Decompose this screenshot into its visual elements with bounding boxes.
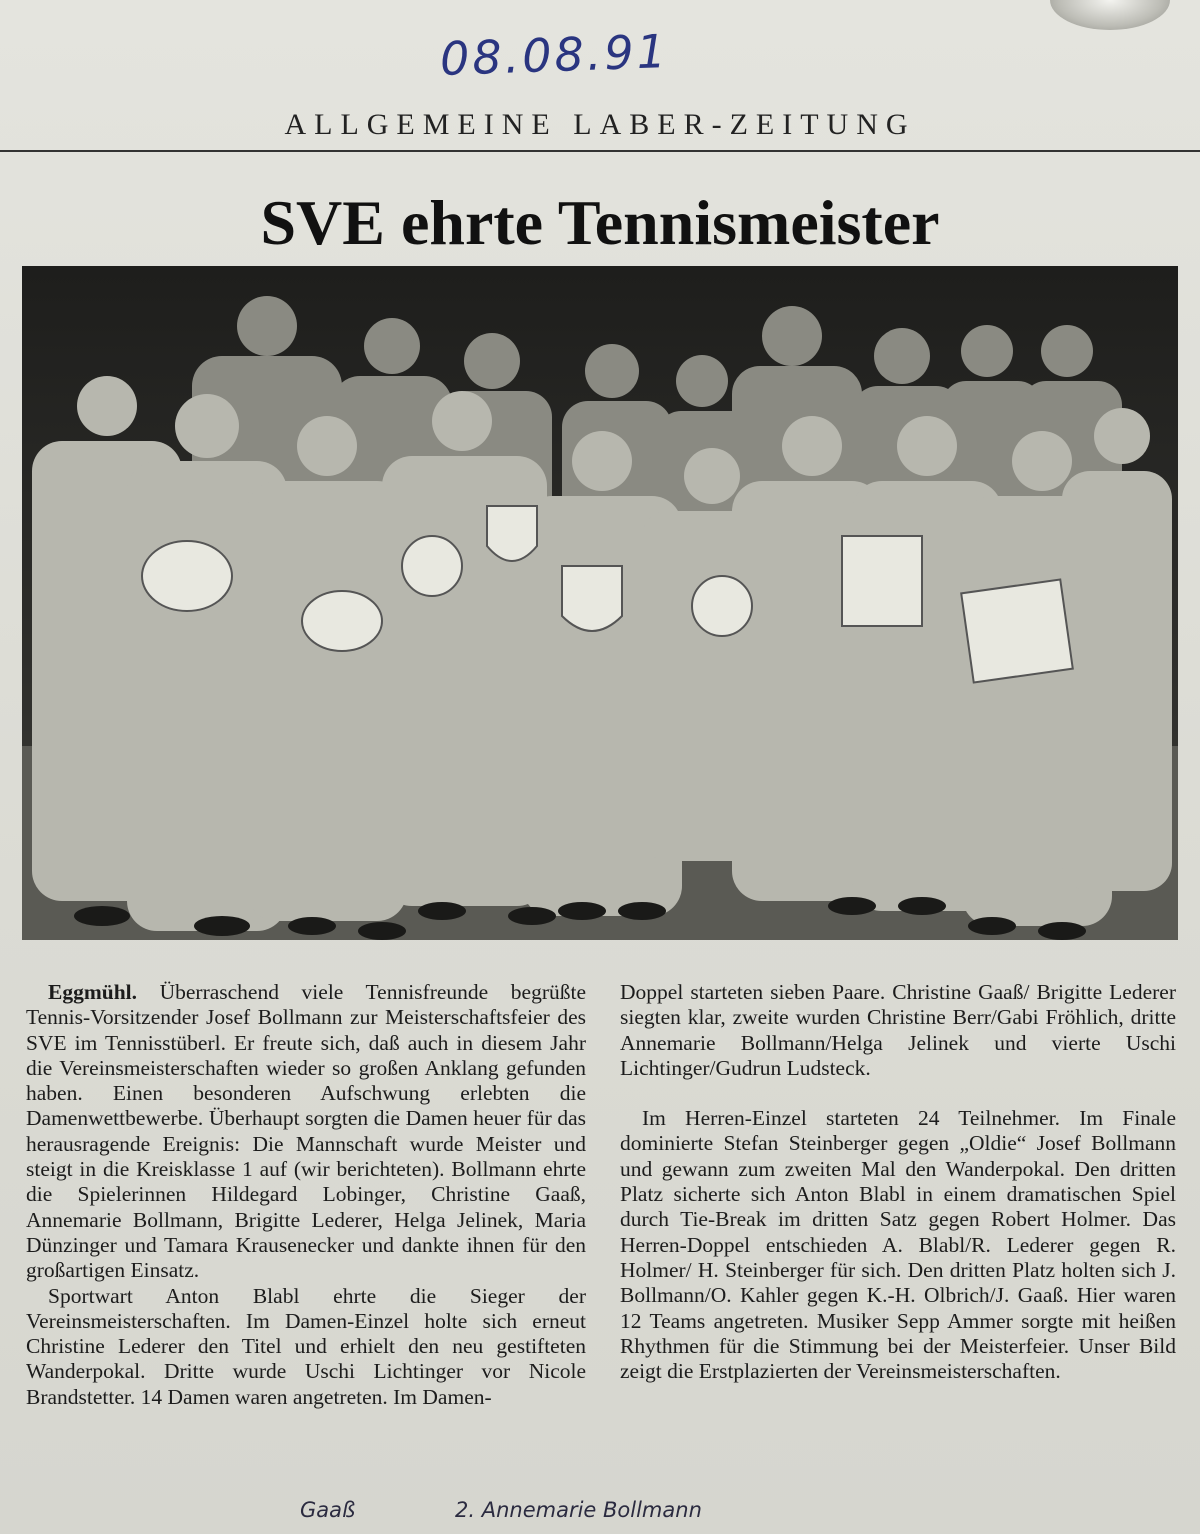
paperclip-icon xyxy=(1050,0,1170,30)
dateline: Eggmühl. xyxy=(48,980,138,1004)
article-column-left xyxy=(26,980,586,1410)
headline: SVE ehrte Tennismeister xyxy=(260,187,940,258)
article-paragraph: Doppel starteten sieben Paare. Christine Gaaß/ Brigitte Lederer siegten klar, zweite wurden Christine Berr/Gabi Fröhlich, dritte Annemarie Bollmann/Helga Jelinek und vierte Uschi Lichtinger/Gudrun Ludsteck. xyxy=(620,980,1176,1080)
group-photo-icon xyxy=(22,266,1178,940)
article-paragraph: Im Herren-Einzel starteten 24 Teilnehmer. Im Finale dominierte Stefan Steinberger gegen „Oldie“ Josef Bollmann und gewann zum zweiten Mal den Wanderpokal. Den dritten Platz sicherte sich Anton Blabl in einem dramatischen Spiel durch Tie-Break im dritten Satz gegen Robert Holmer. Das Herren-Doppel entschieden A. Blabl/R. Lederer gegen R. Holmer/ H. Steinberger für sich. Den dritten Platz holten sich J. Bollmann/O. Kahler gegen K.-H. Olbrich/J. Gaaß. Hier waren 12 Teams angetreten. Musiker Sepp Ammer sorgte mit heißen Rhythmen für die Stimmung bei der Meisterfeier. Unser Bild zeigt die Erstplazierten der Vereinsmeisterschaften. xyxy=(620,1106,1176,1384)
article-column-right xyxy=(620,980,1176,1384)
article-paragraph: Sportwart Anton Blabl ehrte die Sieger der Vereinsmeisterschaften. Im Damen-Einzel holte sich erneut Christine Lederer den Titel und erhielt den neu gestifteten Wanderpokal. Dritte wurde Uschi Lichtinger vor Nicole Brandstetter. 14 Damen waren angetreten. Im Damen- xyxy=(26,1283,586,1409)
handwritten-correction: Gaaß xyxy=(300,1498,356,1522)
masthead: ALLGEMEINE LABER-ZEITUNG xyxy=(284,108,916,141)
handwritten-note: 2. Annemarie Bollmann xyxy=(455,1498,702,1522)
paragraph-text: Überraschend viele Tennisfreunde begrüßte Tennis-Vorsitzender Josef Bollmann zur Meisterschaftsfeier des SVE im Tennisstüberl. Er freute sich, daß auch in diesem Jahr die Vereinsmeisterschaften wieder so großen Anklang gefunden haben. Einen besonderen Aufschwung erlebten die Damenwettbewerbe. Überhaupt sorgten die Damen heuer für das herausragende Ereignis: Die Mannschaft wurde Meister und steigt in die Kreisklasse 1 auf (wir berichteten). Bollmann ehrte die Spielerinnen Hildegard Lobinger, Christine Gaaß, Annemarie Bollmann, Brigitte Lederer, Helga Jelinek, Maria Dünzinger und Tamara Krausenecker und dankte ihnen für den großartigen Einsatz. xyxy=(26,980,586,1283)
handwritten-date: 08.08.91 xyxy=(439,24,670,86)
masthead-rule xyxy=(0,150,1200,152)
article-paragraph xyxy=(26,980,586,1284)
